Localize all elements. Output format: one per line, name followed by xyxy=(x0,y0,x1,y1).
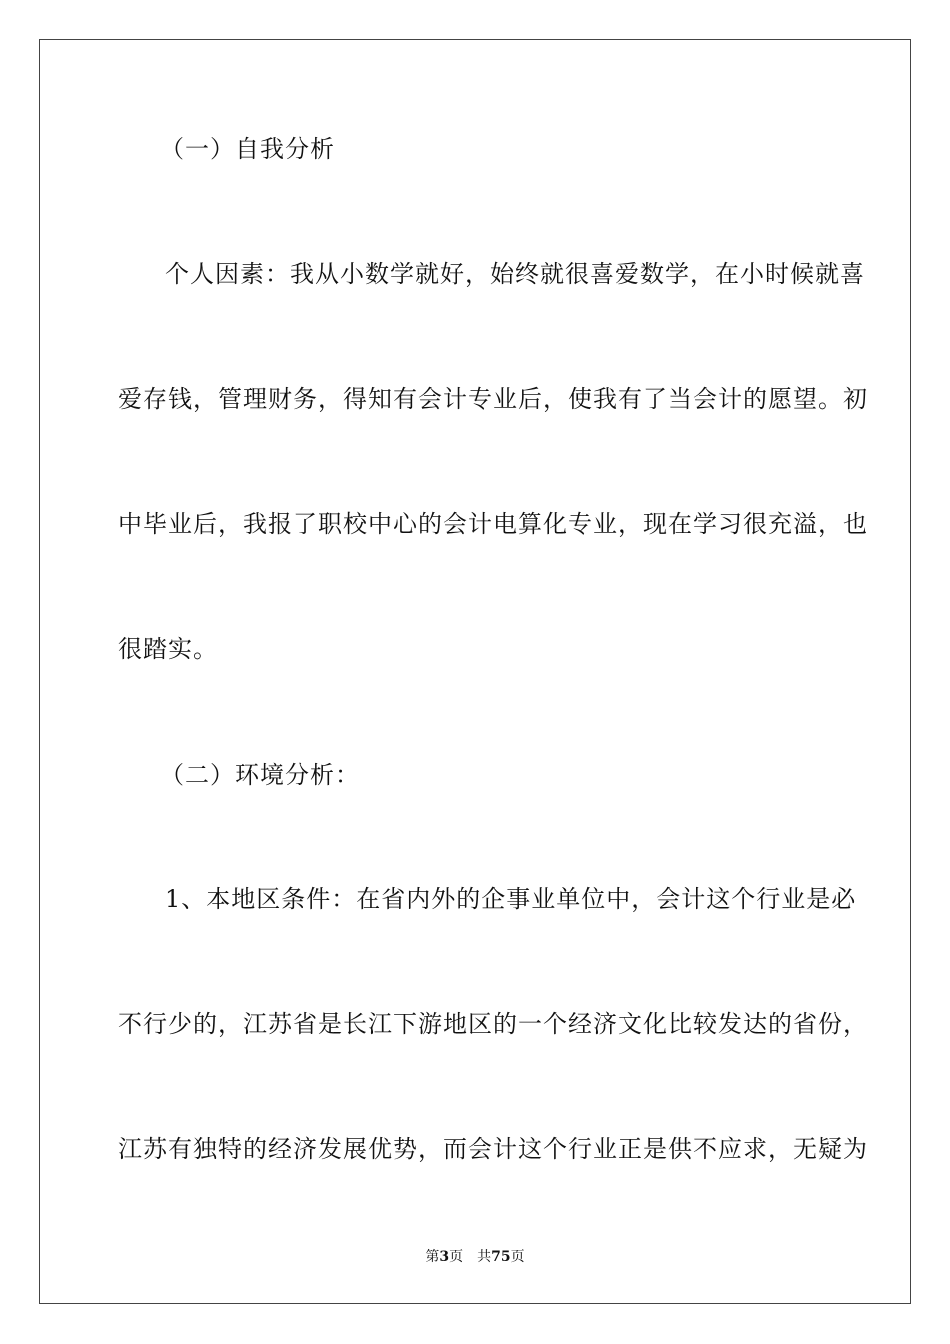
paragraph-line: 1、本地区条件：在省内外的企事业单位中，会计这个行业是必 xyxy=(165,885,857,913)
paragraph-line: 中毕业后，我报了职校中心的会计电算化专业，现在学习很充溢，也 xyxy=(118,510,868,538)
paragraph-line: 不行少的，江苏省是长江下游地区的一个经济文化比较发达的省份， xyxy=(118,1010,868,1038)
paragraph-line: 个人因素：我从小数学就好，始终就很喜爱数学，在小时候就喜 xyxy=(165,260,865,288)
page-frame xyxy=(39,39,911,1304)
footer-total-suffix: 页 xyxy=(510,1249,525,1265)
footer-page-number: 3 xyxy=(439,1249,450,1265)
paragraph-line: 很踏实。 xyxy=(118,635,218,663)
footer-total-prefix: 共 xyxy=(477,1249,492,1265)
footer-total-pages: 75 xyxy=(491,1249,511,1265)
footer-page-prefix: 第 xyxy=(425,1249,440,1265)
section-heading-environment-analysis: （二）环境分析： xyxy=(160,761,360,789)
footer-page-suffix: 页 xyxy=(449,1249,464,1265)
page-footer xyxy=(0,1248,950,1266)
paragraph-line: 江苏有独特的经济发展优势，而会计这个行业正是供不应求，无疑为 xyxy=(118,1135,868,1163)
section-heading-self-analysis: （一）自我分析 xyxy=(160,135,335,163)
paragraph-line: 爱存钱，管理财务，得知有会计专业后，使我有了当会计的愿望。初 xyxy=(118,385,868,413)
